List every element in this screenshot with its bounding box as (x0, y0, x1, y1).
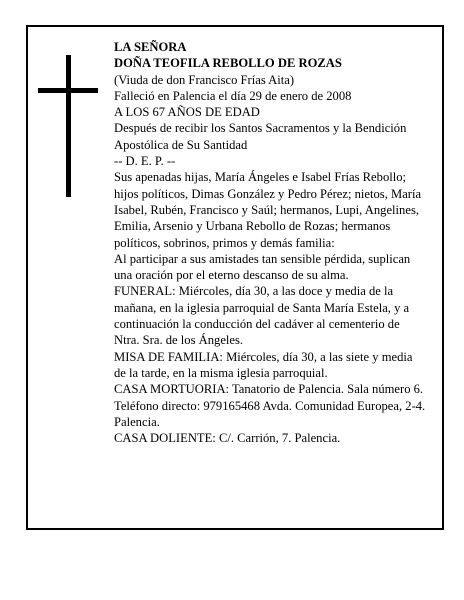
prayer-request: Al participar a sus amistades tan sensible pérdida, suplican una oración por el eterno descanso de su alma. (114, 251, 411, 283)
obituary-text (114, 39, 426, 446)
funeral-info: FUNERAL: Miércoles, día 30, a las doce y media de la mañana, en la iglesia parroquial de Santa María Estela, y a continuación la conducción del cadáver al cementerio de Ntra. Sra. de los Ángeles. (114, 284, 410, 348)
family-mass-info: MISA DE FAMILIA: Miércoles, día 30, a las siete y media de la tarde, en la misma iglesia parroquial. (114, 349, 413, 380)
deceased-name: DOÑA TEOFILA REBOLLO DE ROZAS (114, 56, 342, 71)
death-date: Falleció en Palencia el día 29 de enero de 2008 (114, 88, 352, 103)
family-list: Sus apenadas hijas, María Ángeles e Isabel Frías Rebollo; hijos políticos, Dimas González y Pedro Pérez; nietos, María Isabel, Rubén, Francisco y Saúl; hermanos, Lupi, Angelines, Emilia, Arsenio y Urbana Rebollo de Rozas; hermanos políticos, sobrinos, primos y demás familia: (114, 170, 422, 250)
funeral-home-info: CASA MORTUORIA: Tanatorio de Palencia. Sala número 6. Teléfono directo: 979165468 Avda. Comunidad Europea, 2-4. Palencia. (114, 382, 426, 429)
age: A LOS 67 AÑOS DE EDAD (114, 105, 260, 120)
rip: -- D. E. P. -- (114, 154, 176, 169)
heading-la-senora: LA SEÑORA (114, 40, 187, 54)
widow-of: (Viuda de don Francisco Frías Aita) (114, 72, 295, 87)
cross-icon-horizontal-bar (38, 88, 98, 93)
sacraments: Después de recibir los Santos Sacramentos y la Bendición Apostólica de Su Santidad (114, 121, 407, 152)
cross-icon-vertical-bar (66, 55, 71, 197)
mourning-house-info: CASA DOLIENTE: C/. Carrión, 7. Palencia. (114, 431, 341, 446)
